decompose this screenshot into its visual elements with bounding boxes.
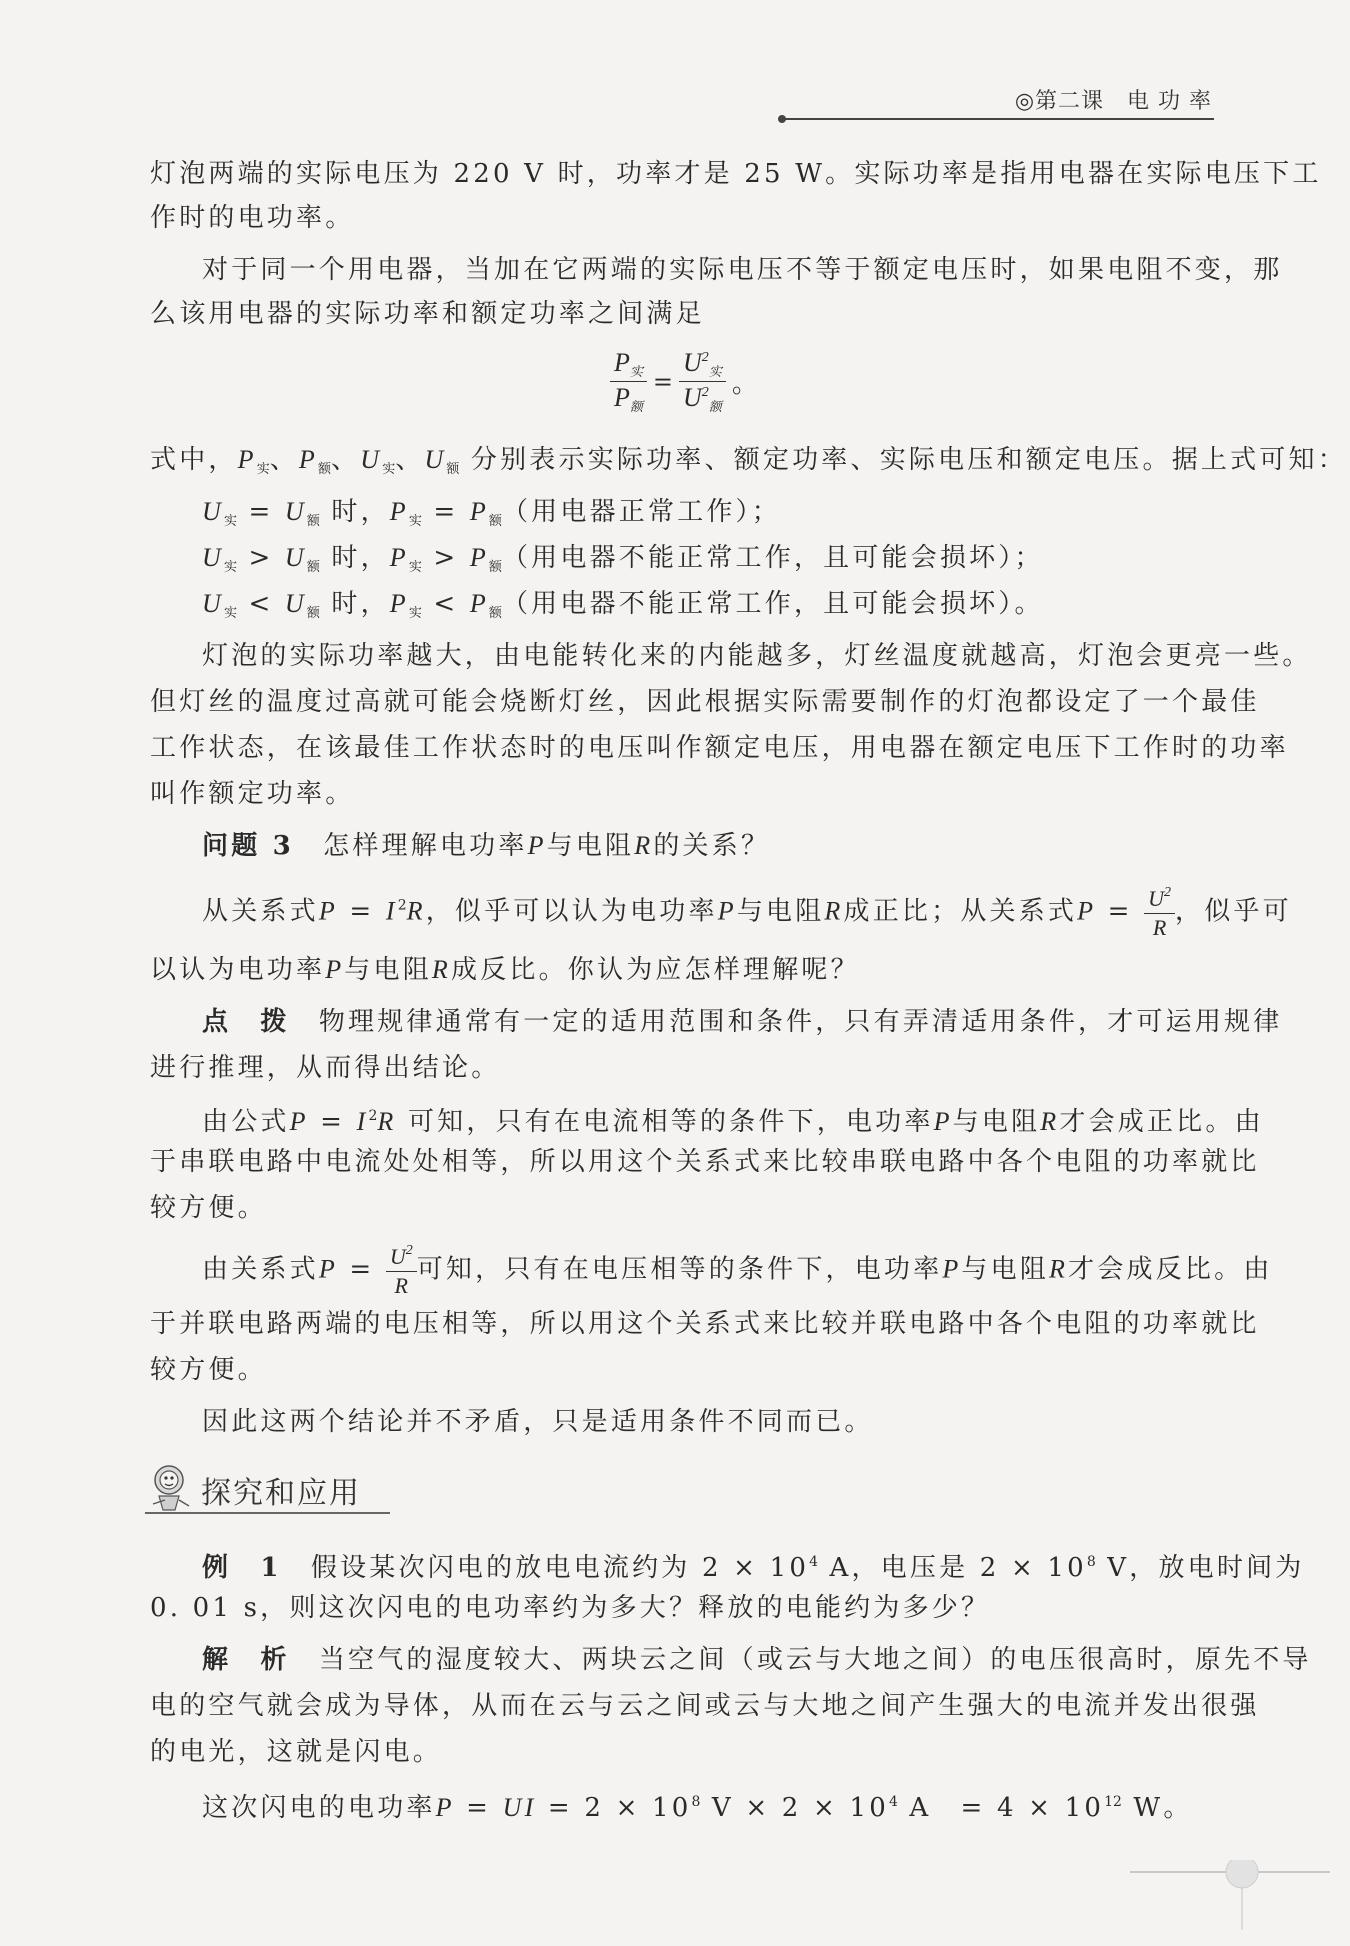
- question-3-line-1: 从关系式$P = I^2R$，似乎可以认为电功率P与电阻R成正比；从关系式P = $\frac{U^2}{R}$ ，似乎可: [202, 885, 1292, 940]
- body-line: 于并联电路两端的电压相等，所以用这个关系式来比较并联电路中各个电阻的功率就比: [150, 1309, 1260, 1339]
- body-line: 的电光，这就是闪电。: [150, 1737, 443, 1767]
- body-line: 叫作额定功率。: [150, 779, 355, 809]
- body-line: 进行推理，从而得出结论。: [150, 1053, 501, 1083]
- body-line: 么该用电器的实际功率和额定功率之间满足: [150, 299, 705, 329]
- section-underline: [145, 1512, 390, 1514]
- question-3: 问题 3 怎样理解电功率P与电阻R的关系？: [202, 831, 771, 861]
- example-1-line-1: 例 1 假设某次闪电的放电电流约为 $2 \times 10^4$ A，电压是 $2 \times 10^8$ V，放电时间为: [202, 1553, 1305, 1583]
- analysis-line-1: 解 析 当空气的湿度较大、两块云之间（或云与大地之间）的电压很高时，原先不导: [202, 1645, 1312, 1675]
- page-header: ◎第二课 电 功 率: [1014, 89, 1212, 114]
- fraction-U2-over-R: $\frac{U^2}{R}$: [1144, 886, 1175, 939]
- parallel-explanation: 由关系式P = $\frac{U^2}{R}$ 可知，只有在电压相等的条件下，电功率P与电阻R才会成反比。由: [202, 1243, 1273, 1298]
- section-title: 探究和应用: [201, 1476, 361, 1511]
- analysis-label: 解 析: [202, 1645, 290, 1675]
- fraction-U2-over-R: $\frac{U^2}{R}$: [386, 1244, 417, 1297]
- body-line: 作时的电功率。: [150, 203, 355, 233]
- hint-label: 点 拨: [202, 1007, 290, 1037]
- body-line: 灯泡两端的实际电压为 220 V 时，功率才是 25 W。实际功率是指用电器在实际电压下工: [150, 159, 1322, 189]
- body-line: 电的空气就会成为导体，从而在云与云之间或云与大地之间产生强大的电流并发出很强: [150, 1691, 1260, 1721]
- fraction-U2: $\frac{U^2_实}{U^2_额}$: [679, 350, 726, 413]
- body-line: 于串联电路中电流处处相等，所以用这个关系式来比较串联电路中各个电阻的功率就比: [150, 1147, 1260, 1177]
- symbol-definition-line: 式中，$P_实$、$P_额$、$U_实$、$U_额$ 分别表示实际功率、额定功率、实际电压和额定电压。据上式可知：: [150, 445, 1347, 477]
- body-line: 0. 01 s，则这次闪电的电功率约为多大？释放的电能约为多少？: [150, 1593, 991, 1623]
- header-rule: [784, 118, 1214, 120]
- condition-greater: $U_实 > U_额$ 时，$P_实 > P_额$（用电器不能正常工作，且可能会损坏）；: [202, 543, 1044, 575]
- power-ratio-formula: $\frac{P_实}{P_额}$ = $\frac{U^2_实}{U^2_额}$ 。: [610, 350, 758, 413]
- page-number-decoration: [1130, 1860, 1330, 1930]
- hint-line-1: 点 拨 物理规律通常有一定的适用范围和条件，只有弄清适用条件，才可运用规律: [202, 1007, 1283, 1037]
- body-line: 较方便。: [150, 1193, 267, 1223]
- question-label: 问题 3: [202, 831, 294, 861]
- body-line: 对于同一个用电器，当加在它两端的实际电压不等于额定电压时，如果电阻不变，那: [202, 255, 1283, 285]
- section-banner: [145, 1460, 395, 1516]
- condition-less: $U_实 < U_额$ 时，$P_实 < P_额$（用电器不能正常工作，且可能会损坏）。: [202, 589, 1044, 621]
- power-calculation: 这次闪电的电功率P = UI = $2 \times 10^8$ $V \times 2 \times 10^4$ A = $4 \times 10^{12}$ W。: [202, 1793, 1193, 1823]
- fraction-P: $\frac{P_实}{P_额}$: [610, 350, 647, 413]
- mascot-icon: [145, 1460, 201, 1516]
- example-label: 例 1: [202, 1553, 282, 1583]
- body-line: 灯泡的实际功率越大，由电能转化来的内能越多，灯丝温度就越高，灯泡会更亮一些。: [202, 641, 1312, 671]
- body-line: 但灯丝的温度过高就可能会烧断灯丝，因此根据实际需要制作的灯泡都设定了一个最佳: [150, 687, 1260, 717]
- question-3-line-2: 以认为电功率P与电阻R成反比。你认为应怎样理解呢？: [150, 955, 860, 985]
- series-explanation: 由公式$P = I^2R$ 可知，只有在电流相等的条件下，电功率P与电阻R才会成正比。由: [202, 1107, 1264, 1137]
- body-line: 工作状态，在该最佳工作状态时的电压叫作额定电压，用电器在额定电压下工作时的功率: [150, 733, 1289, 763]
- body-line: 因此这两个结论并不矛盾，只是适用条件不同而已。: [202, 1407, 874, 1437]
- condition-equal: $U_实 = U_额$ 时，$P_实 = P_额$（用电器正常工作）；: [202, 497, 781, 529]
- body-line: 较方便。: [150, 1355, 267, 1385]
